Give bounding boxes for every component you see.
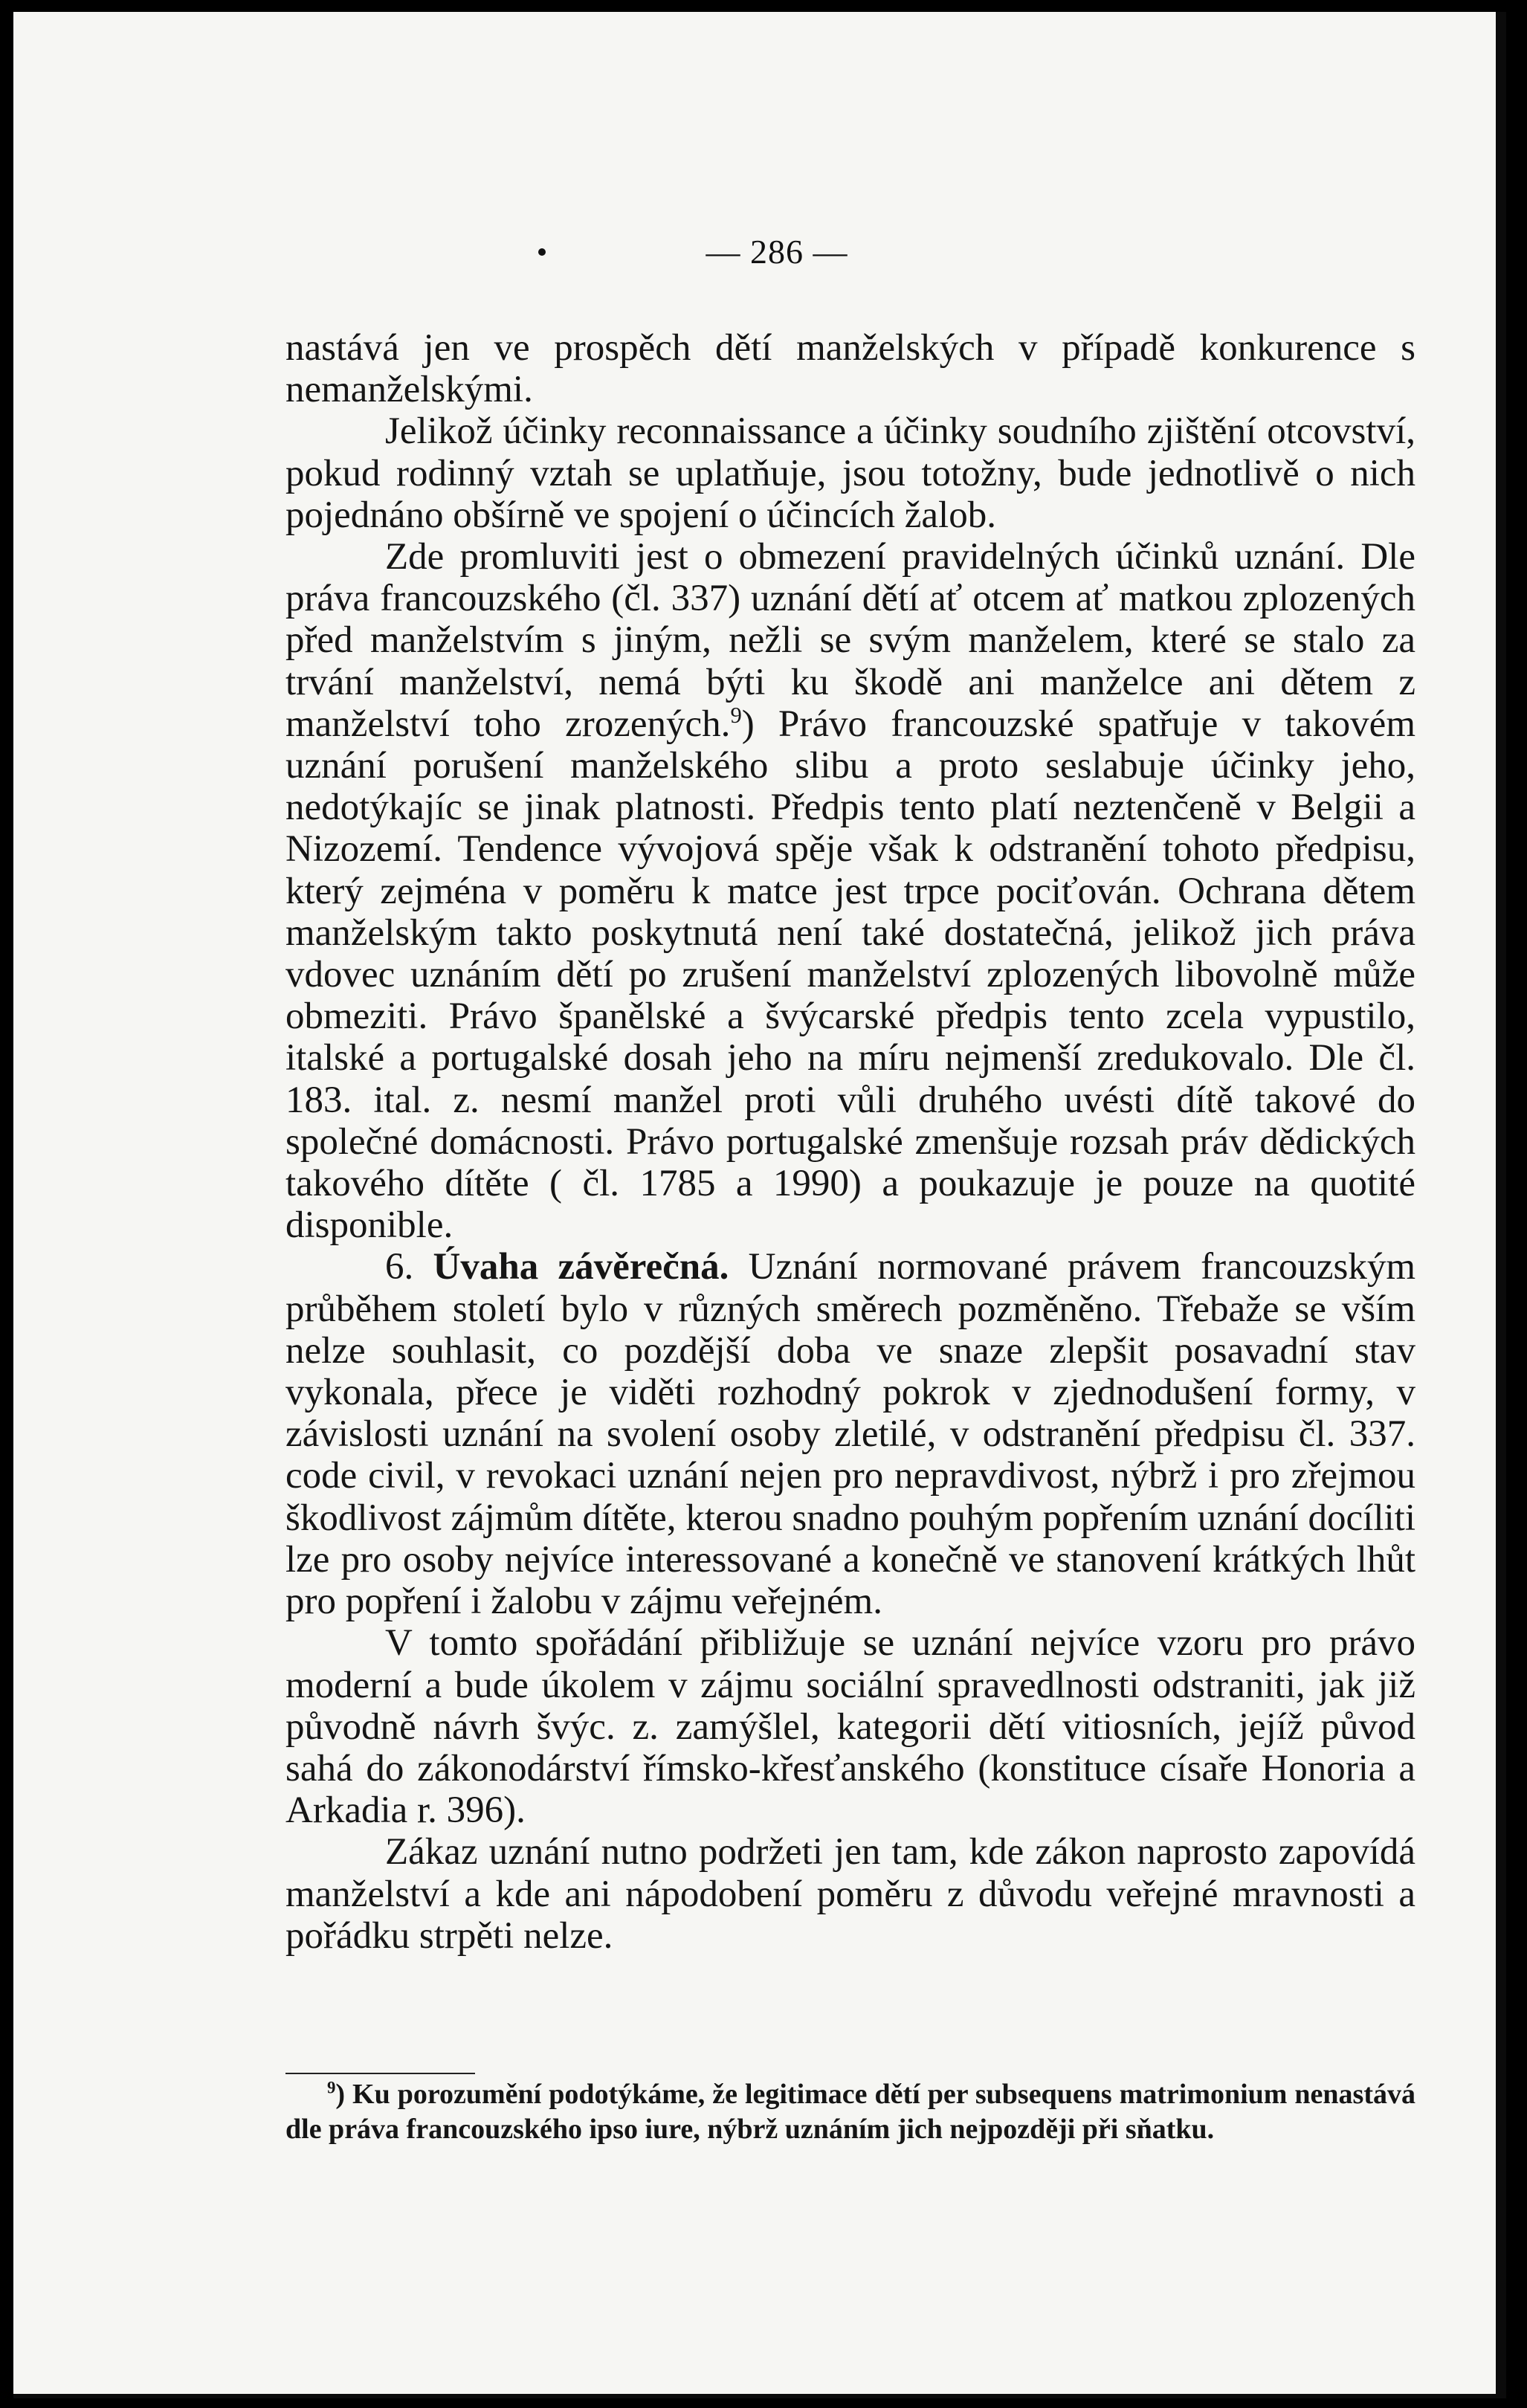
paragraph-6: Zákaz uznání nutno podržeti jen tam, kde zákon naprosto zapovídá manželství a kde ani nápodobení poměru z důvodu veřejné mravnosti a pořádku strpěti nelze. bbox=[285, 1831, 1415, 1957]
scanned-page bbox=[13, 12, 1506, 2398]
paragraph-1: nastává jen ve prospěch dětí manželských v případě konkurence s nemanželskými. bbox=[285, 327, 1415, 411]
body-text bbox=[285, 327, 1415, 1957]
paragraph-3-text: Zde promluviti jest o obmezení pravidelných účinků uznání. Dle práva francouzského (čl. 337) uznání dětí ať otcem ať matkou zplozených před manželstvím s jiným, nežli se svým manželem, které se stalo za trvání manželství, nemá býti ku škodě ani manželce ani dětem z manželství toho zrozených. bbox=[285, 536, 1415, 745]
paragraph-5: V tomto spořádání přibližuje se uznání nejvíce vzoru pro právo moderní a bude úkolem v zájmu sociální spravedlnosti odstraniti, jak již původně návrh švýc. z. zamýšlel, kategorii dětí vitiosních, jejíž původ sahá do zákonodárství římsko-křesťanského (konstituce císaře Honoria a Arkadia r. 396). bbox=[285, 1622, 1415, 1832]
footnote-divider bbox=[285, 2073, 475, 2074]
section-heading: Úvaha závěrečná. bbox=[433, 1246, 729, 1288]
paragraph-3-continuation: ) Právo francouzské spatřuje v takovém uznání porušení manželského slibu a proto seslabuje účinky jeho, nedotýkajíc se jinak platnosti. Předpis tento platí neztenčeně v Belgii a Nizozemí. Tendence vývojová spěje však k odstranění tohoto předpisu, který zejména v poměru k matce jest trpce pociťován. Ochrana dětem manželským takto poskytnutá není také dostatečná, jelikož jich práva vdovec uznáním dětí po zrušení manželství zplozených libovolně může obmeziti. Právo španělské a švýcarské předpis tento zcela vypustilo, italské a portugalské dosah jeho na míru nejmenší zredukovalo. Dle čl. 183. ital. z. nesmí manžel proti vůli druhého uvésti dítě takové do společné domácnosti. Právo portugalské zmenšuje rozsah práv dědických takového dítěte ( čl. 1785 a 1990) a poukazuje je pouze na quotité disponible. bbox=[285, 703, 1415, 1247]
footnote-ref: 9 bbox=[730, 702, 742, 728]
paragraph-4-text: Uznání normované právem francouzským průběhem století bylo v různých směrech pozměněno. Třebaže se vším nelze souhlasit, co pozdější doba ve snaze zlepšit posavadní stav vykonala, přece je viděti rozhodný pokrok v zjednodušení formy, v závislosti uznání na svolení osoby zletilé, v odstranění předpisu čl. 337. code civil, v revokaci uznání nejen pro nepravdivost, nýbrž i pro zřejmou škodlivost zájmům dítěte, kterou snadno pouhým popřením uznání docíliti lze pro osoby nejvíce interessované a konečně ve stanovení krátkých lhůt pro popření i žalobu v zájmu veřejném. bbox=[285, 1246, 1416, 1623]
section-number: 6. bbox=[385, 1246, 414, 1288]
footnote-9 bbox=[285, 2077, 1415, 2147]
footnote-mark: 9 bbox=[327, 2078, 336, 2097]
footnotes bbox=[285, 2077, 1415, 2147]
footnote-text: ) Ku porozumění podotýkáme, že legitimace dětí per subsequens matrimonium nenastává dle práva francouzského ipso iure, nýbrž uznáním jich nejpozději při sňatku. bbox=[285, 2079, 1415, 2145]
page-number: — 286 — bbox=[706, 233, 848, 271]
paragraph-3 bbox=[285, 536, 1415, 1246]
paragraph-4 bbox=[285, 1246, 1415, 1622]
paragraph-2: Jelikož účinky reconnaissance a účinky soudního zjištění otcovství, pokud rodinný vztah se uplatňuje, jsou totožny, bude jednotlivě o nich pojednáno obšírně ve spojení o účincích žalob. bbox=[285, 410, 1415, 536]
